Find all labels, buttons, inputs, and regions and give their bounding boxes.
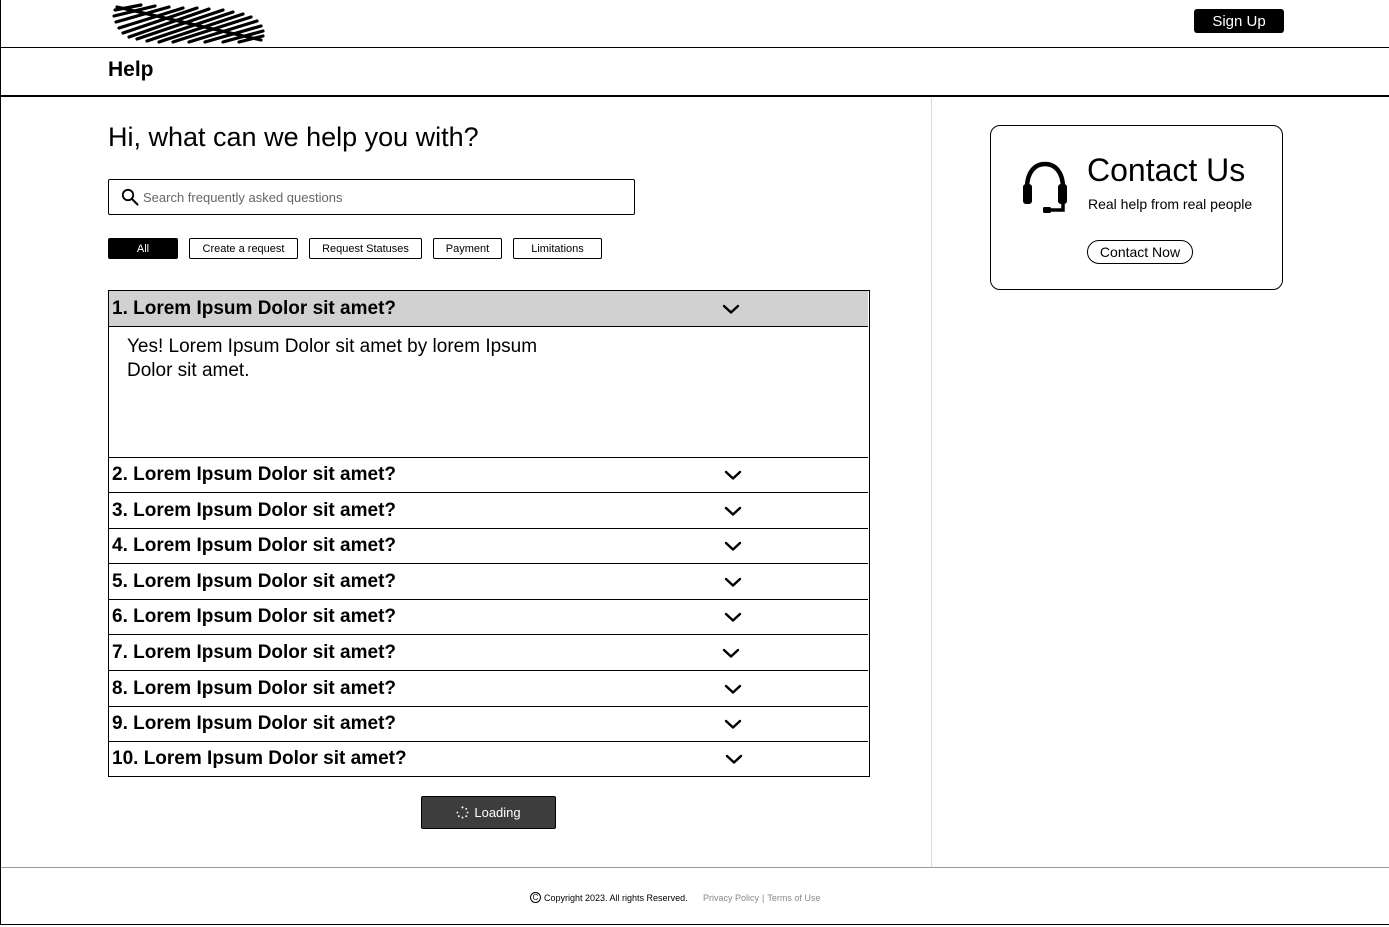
footer-separator: | [762, 893, 765, 903]
copyright-icon: C [530, 892, 541, 903]
chevron-down-icon [724, 611, 742, 623]
faq-search-box[interactable] [108, 179, 635, 215]
filter-chip-create-request[interactable]: Create a request [189, 238, 298, 259]
help-bar [1, 48, 1389, 97]
faq-item-3[interactable] [109, 493, 868, 529]
filter-chip-limitations[interactable]: Limitations [513, 238, 602, 259]
loading-button[interactable] [421, 796, 556, 829]
copyright-text: Copyright 2023. All rights Reserved. [544, 892, 688, 903]
contact-subtitle: Real help from real people [1088, 196, 1253, 212]
faq-item-8[interactable] [109, 671, 868, 707]
filter-chip-payment[interactable]: Payment [433, 238, 502, 259]
chevron-down-icon [724, 576, 742, 588]
faq-item-5[interactable] [109, 564, 868, 600]
help-headline: Hi, what can we help you with? [108, 122, 479, 152]
faq-question: 2. Lorem Ipsum Dolor sit amet? [112, 464, 396, 485]
logo-scribble [111, 2, 265, 44]
faq-answer-text: Yes! Lorem Ipsum Dolor sit amet by lorem Ipsum Dolor sit amet. [127, 336, 538, 381]
faq-accordion [108, 290, 870, 777]
headset-icon [1021, 158, 1069, 216]
faq-item-9[interactable] [109, 707, 868, 742]
faq-item-7[interactable] [109, 635, 868, 671]
chevron-down-icon [724, 469, 742, 481]
terms-of-use-link[interactable]: Terms of Use [767, 893, 821, 903]
faq-item-1[interactable] [109, 291, 868, 327]
faq-item-10[interactable] [109, 742, 868, 775]
copyright [530, 892, 688, 903]
chevron-up-icon [722, 303, 740, 315]
chevron-down-icon [724, 540, 742, 552]
faq-answer [109, 327, 868, 458]
chevron-down-icon [724, 683, 742, 695]
page-title: Help [108, 58, 154, 81]
chevron-down-icon [722, 647, 740, 659]
faq-item-2[interactable] [109, 458, 868, 493]
faq-item-6[interactable] [109, 600, 868, 635]
chevron-down-icon [724, 505, 742, 517]
contact-now-button[interactable]: Contact Now [1087, 240, 1193, 264]
faq-question: 6. Lorem Ipsum Dolor sit amet? [112, 606, 396, 627]
chevron-down-icon [725, 753, 743, 765]
sign-up-button[interactable]: Sign Up [1194, 9, 1284, 33]
faq-question: 3. Lorem Ipsum Dolor sit amet? [112, 499, 396, 521]
faq-question: 4. Lorem Ipsum Dolor sit amet? [112, 535, 396, 556]
faq-question: 1. Lorem Ipsum Dolor sit amet? [112, 297, 396, 319]
chevron-down-icon [724, 718, 742, 730]
loading-label: Loading [474, 805, 521, 820]
contact-title: Contact Us [1087, 152, 1246, 188]
footer-links [703, 893, 820, 903]
privacy-policy-link[interactable]: Privacy Policy [703, 893, 760, 903]
filter-chip-all[interactable]: All [108, 238, 178, 259]
column-divider [931, 98, 932, 867]
spinner-icon [456, 806, 469, 819]
search-input[interactable] [143, 190, 623, 205]
filter-chip-request-statuses[interactable]: Request Statuses [309, 238, 422, 259]
faq-question: 10. Lorem Ipsum Dolor sit amet? [112, 747, 407, 769]
faq-question: 9. Lorem Ipsum Dolor sit amet? [112, 713, 396, 734]
contact-card [990, 125, 1283, 290]
faq-question: 8. Lorem Ipsum Dolor sit amet? [112, 677, 396, 699]
top-bar [1, 0, 1389, 48]
footer [1, 867, 1389, 925]
search-icon [121, 188, 139, 206]
faq-item-4[interactable] [109, 529, 868, 564]
faq-question: 7. Lorem Ipsum Dolor sit amet? [112, 641, 396, 663]
faq-question: 5. Lorem Ipsum Dolor sit amet? [112, 570, 396, 592]
